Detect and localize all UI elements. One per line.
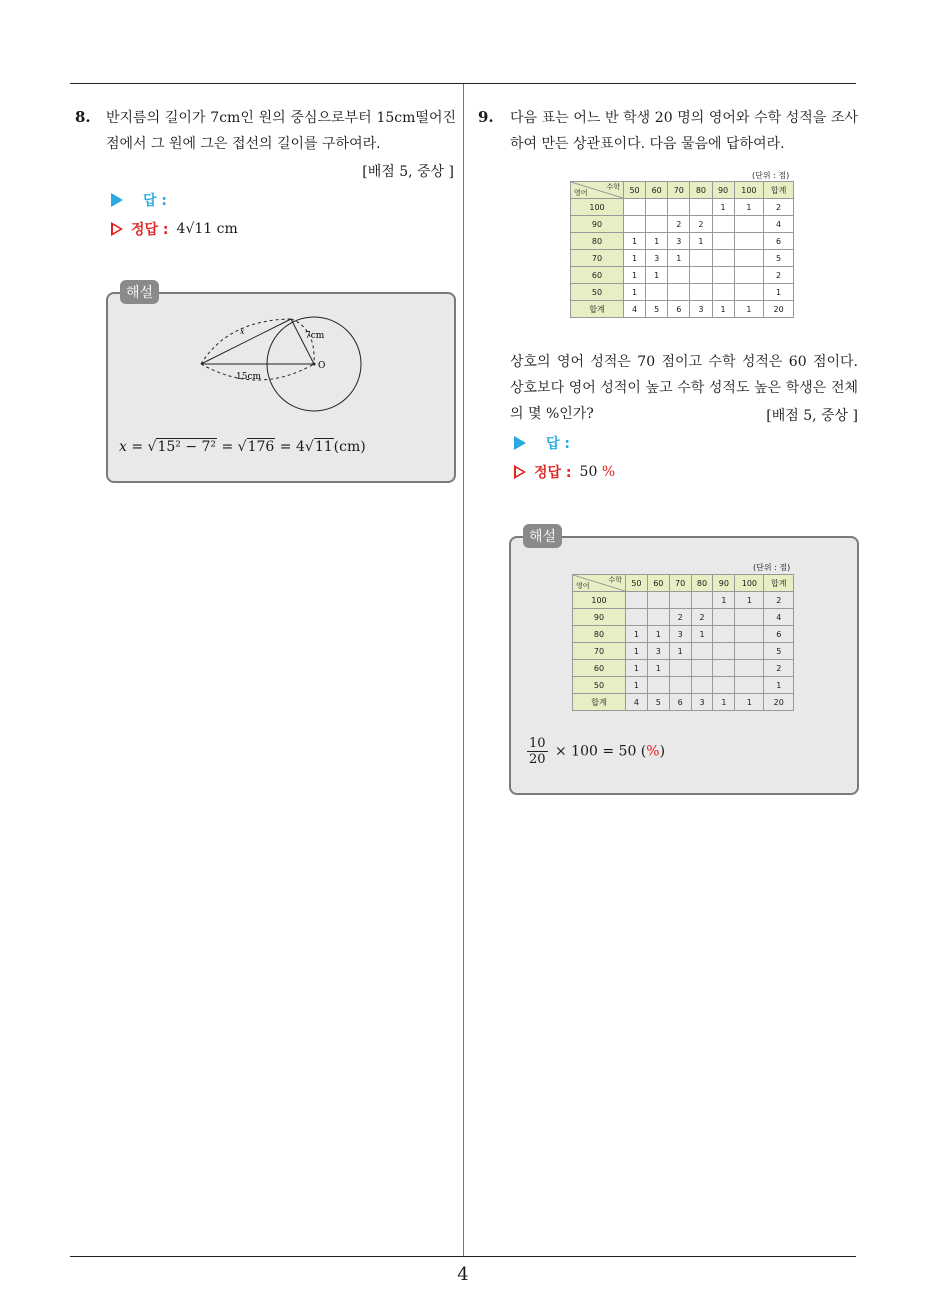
q9-solution-unit: (단위 : 점) xyxy=(753,563,791,572)
table-cell xyxy=(734,250,764,267)
q8-solution-tab: 해설 xyxy=(120,280,159,304)
table-cell: 1 xyxy=(713,592,735,609)
tangent-circle-figure xyxy=(108,308,454,418)
table-cell xyxy=(735,677,764,694)
q9-score: [배점 5, 중상 ] xyxy=(766,408,858,424)
table-cell: 2 xyxy=(764,592,794,609)
row-header: 합계 xyxy=(573,694,626,711)
table-row xyxy=(571,233,794,250)
column-header: 70 xyxy=(668,182,690,199)
table-cell: 3 xyxy=(646,250,668,267)
table-cell: 1 xyxy=(712,301,734,318)
row-header: 60 xyxy=(573,660,626,677)
table-row xyxy=(571,267,794,284)
table-cell xyxy=(646,199,668,216)
label-O: O xyxy=(318,361,326,371)
table-row xyxy=(571,216,794,233)
table-cell: 20 xyxy=(764,301,794,318)
table-cell: 2 xyxy=(690,216,712,233)
table-corner-cell xyxy=(573,575,626,592)
table-cell xyxy=(734,216,764,233)
play-icon xyxy=(111,193,123,207)
table-cell xyxy=(646,216,668,233)
table-cell xyxy=(690,250,712,267)
table-row xyxy=(573,609,794,626)
table-cell xyxy=(712,233,734,250)
table-cell xyxy=(712,250,734,267)
table-cell: 1 xyxy=(735,694,764,711)
label-15cm: 15cm xyxy=(236,372,262,382)
corner-bottom-label: 영어 xyxy=(574,189,588,197)
table-cell: 1 xyxy=(691,626,713,643)
table-cell: 5 xyxy=(646,301,668,318)
q8-answer-line xyxy=(111,190,167,210)
column-header: 50 xyxy=(626,575,648,592)
table-header-row xyxy=(571,182,794,199)
table-cell xyxy=(734,233,764,250)
q8-correct-label: 정답 : xyxy=(131,222,169,238)
table-cell: 1 xyxy=(626,660,648,677)
row-header: 70 xyxy=(573,643,626,660)
table-row xyxy=(573,677,794,694)
table-row xyxy=(573,694,794,711)
table-cell xyxy=(691,592,713,609)
table-cell xyxy=(712,284,734,301)
q8-correct-value: 4√11 cm xyxy=(176,221,238,237)
table-cell: 1 xyxy=(646,233,668,250)
row-header: 90 xyxy=(573,609,626,626)
table-cell: 1 xyxy=(626,677,648,694)
table-cell: 1 xyxy=(624,233,646,250)
column-divider xyxy=(463,84,464,1256)
corner-top-label: 수학 xyxy=(608,576,622,584)
column-header: 80 xyxy=(690,182,712,199)
table-cell: 5 xyxy=(764,250,794,267)
table-cell xyxy=(626,609,648,626)
table-cell xyxy=(713,609,735,626)
table-row xyxy=(571,250,794,267)
table-cell xyxy=(668,267,690,284)
table-cell: 2 xyxy=(668,216,690,233)
table-cell xyxy=(669,677,691,694)
table-cell: 6 xyxy=(764,233,794,250)
table-cell: 3 xyxy=(691,694,713,711)
row-header: 100 xyxy=(571,199,624,216)
q9-correct-label: 정답 : xyxy=(534,465,572,481)
table-corner-cell xyxy=(571,182,624,199)
q8-correct-line xyxy=(111,219,238,239)
column-header: 90 xyxy=(713,575,735,592)
center-point xyxy=(313,363,316,366)
q9-solution-tab: 해설 xyxy=(523,524,562,548)
table-cell: 1 xyxy=(669,643,691,660)
outline-play-icon xyxy=(111,222,123,236)
q9-text: 다음 표는 어느 반 학생 20 명의 영어와 수학 성적을 조사하여 만든 상관표이다. 다음 물음에 답하여라. xyxy=(510,110,858,152)
table-cell: 1 xyxy=(764,677,794,694)
table-cell: 2 xyxy=(764,660,794,677)
q9-answer-label: 답 : xyxy=(546,436,570,452)
table-cell xyxy=(624,199,646,216)
table-row xyxy=(571,284,794,301)
table-cell xyxy=(691,643,713,660)
q9-number: 9. xyxy=(478,108,494,126)
table-cell: 1 xyxy=(712,199,734,216)
table-cell: 5 xyxy=(764,643,794,660)
table-cell xyxy=(668,199,690,216)
q9-unit: (단위 : 점) xyxy=(752,171,790,180)
row-header: 50 xyxy=(573,677,626,694)
corner-bottom-label: 영어 xyxy=(576,582,590,590)
table-cell: 20 xyxy=(764,694,794,711)
column-header: 80 xyxy=(691,575,713,592)
table-cell: 1 xyxy=(647,660,669,677)
table-cell: 5 xyxy=(647,694,669,711)
table-cell xyxy=(712,216,734,233)
q9-correct-value: 50 % xyxy=(579,464,616,480)
table-cell: 1 xyxy=(668,250,690,267)
page-number: 4 xyxy=(457,1264,469,1285)
table-cell xyxy=(734,284,764,301)
table-cell xyxy=(647,592,669,609)
row-header: 80 xyxy=(571,233,624,250)
table-cell xyxy=(713,643,735,660)
column-header: 100 xyxy=(734,182,764,199)
row-header: 80 xyxy=(573,626,626,643)
play-icon xyxy=(514,436,526,450)
table-cell xyxy=(690,267,712,284)
table-cell: 1 xyxy=(734,301,764,318)
q9-answer-line xyxy=(514,433,570,453)
table-cell: 4 xyxy=(764,216,794,233)
table-row xyxy=(573,592,794,609)
table-cell: 6 xyxy=(764,626,794,643)
row-header: 90 xyxy=(571,216,624,233)
table-cell: 1 xyxy=(647,626,669,643)
q8-text: 반지름의 길이가 7cm인 원의 중심으로부터 15cm떨어진 점에서 그 원에 그은 접선의 길이를 구하여라. xyxy=(106,110,456,152)
table-cell xyxy=(735,660,764,677)
q9-formula: $\frac{10}{20}$ × 100 = 50 (%) xyxy=(529,736,666,767)
column-header: 100 xyxy=(735,575,764,592)
table-cell xyxy=(647,677,669,694)
table-cell xyxy=(735,643,764,660)
q8-solution-box xyxy=(106,285,456,483)
table-cell: 2 xyxy=(764,267,794,284)
column-header: 합계 xyxy=(764,182,794,199)
table-cell: 4 xyxy=(624,301,646,318)
table-cell: 2 xyxy=(764,199,794,216)
table-row xyxy=(571,199,794,216)
table-cell: 1 xyxy=(624,267,646,284)
table-cell: 1 xyxy=(713,694,735,711)
row-header: 70 xyxy=(571,250,624,267)
q9-solution-box xyxy=(509,529,859,795)
table-cell xyxy=(668,284,690,301)
table-cell: 1 xyxy=(624,284,646,301)
tangent-line xyxy=(201,319,291,364)
table-cell: 3 xyxy=(690,301,712,318)
table-cell xyxy=(626,592,648,609)
q8-formula: x = √15² − 7² = √176 = 4√11(cm) xyxy=(119,439,366,455)
table-header-row xyxy=(573,575,794,592)
q9-question: 상호의 영어 성적은 70 점이고 수학 성적은 60 점이다. 상호보다 영어 성적이 높고 수학 성적도 높은 학생은 전체의 몇 %인가? xyxy=(510,354,858,422)
table-cell xyxy=(713,626,735,643)
table-cell: 1 xyxy=(734,199,764,216)
q9-correct-line xyxy=(514,462,615,482)
table-cell: 2 xyxy=(691,609,713,626)
table-cell xyxy=(646,284,668,301)
outline-play-icon xyxy=(514,465,526,479)
label-7cm: 7cm xyxy=(305,331,325,341)
table-cell xyxy=(690,284,712,301)
table-row xyxy=(571,301,794,318)
table-cell: 3 xyxy=(647,643,669,660)
row-header: 100 xyxy=(573,592,626,609)
q9-table xyxy=(570,181,794,318)
corner-top-label: 수학 xyxy=(606,183,620,191)
row-header: 60 xyxy=(571,267,624,284)
table-cell: 6 xyxy=(668,301,690,318)
table-cell xyxy=(713,677,735,694)
q8-answer-label: 답 : xyxy=(143,193,167,209)
table-cell: 1 xyxy=(764,284,794,301)
table-cell xyxy=(669,592,691,609)
table-cell: 1 xyxy=(690,233,712,250)
row-header: 합계 xyxy=(571,301,624,318)
column-header: 90 xyxy=(712,182,734,199)
table-row xyxy=(573,626,794,643)
table-cell: 1 xyxy=(735,592,764,609)
bottom-rule xyxy=(70,1256,856,1257)
table-cell: 1 xyxy=(626,643,648,660)
q8-score: [배점 5, 중상 ] xyxy=(362,164,454,180)
table-cell: 3 xyxy=(669,626,691,643)
table-cell xyxy=(624,216,646,233)
table-row xyxy=(573,660,794,677)
table-cell: 1 xyxy=(626,626,648,643)
table-cell xyxy=(713,660,735,677)
table-cell: 1 xyxy=(624,250,646,267)
table-cell xyxy=(690,199,712,216)
row-header: 50 xyxy=(571,284,624,301)
column-header: 50 xyxy=(624,182,646,199)
table-cell: 4 xyxy=(764,609,794,626)
table-cell xyxy=(691,660,713,677)
column-header: 70 xyxy=(669,575,691,592)
column-header: 60 xyxy=(646,182,668,199)
column-header: 합계 xyxy=(764,575,794,592)
table-cell xyxy=(734,267,764,284)
table-cell: 3 xyxy=(668,233,690,250)
table-row xyxy=(573,643,794,660)
table-cell: 2 xyxy=(669,609,691,626)
table-cell xyxy=(712,267,734,284)
table-cell xyxy=(691,677,713,694)
table-cell xyxy=(647,609,669,626)
table-cell: 6 xyxy=(669,694,691,711)
table-cell xyxy=(669,660,691,677)
table-cell: 4 xyxy=(626,694,648,711)
table-cell xyxy=(735,609,764,626)
q8-number: 8. xyxy=(75,108,91,126)
column-header: 60 xyxy=(647,575,669,592)
table-cell xyxy=(735,626,764,643)
label-x: x xyxy=(240,327,245,336)
table-cell: 1 xyxy=(646,267,668,284)
q9-solution-table xyxy=(572,574,794,711)
